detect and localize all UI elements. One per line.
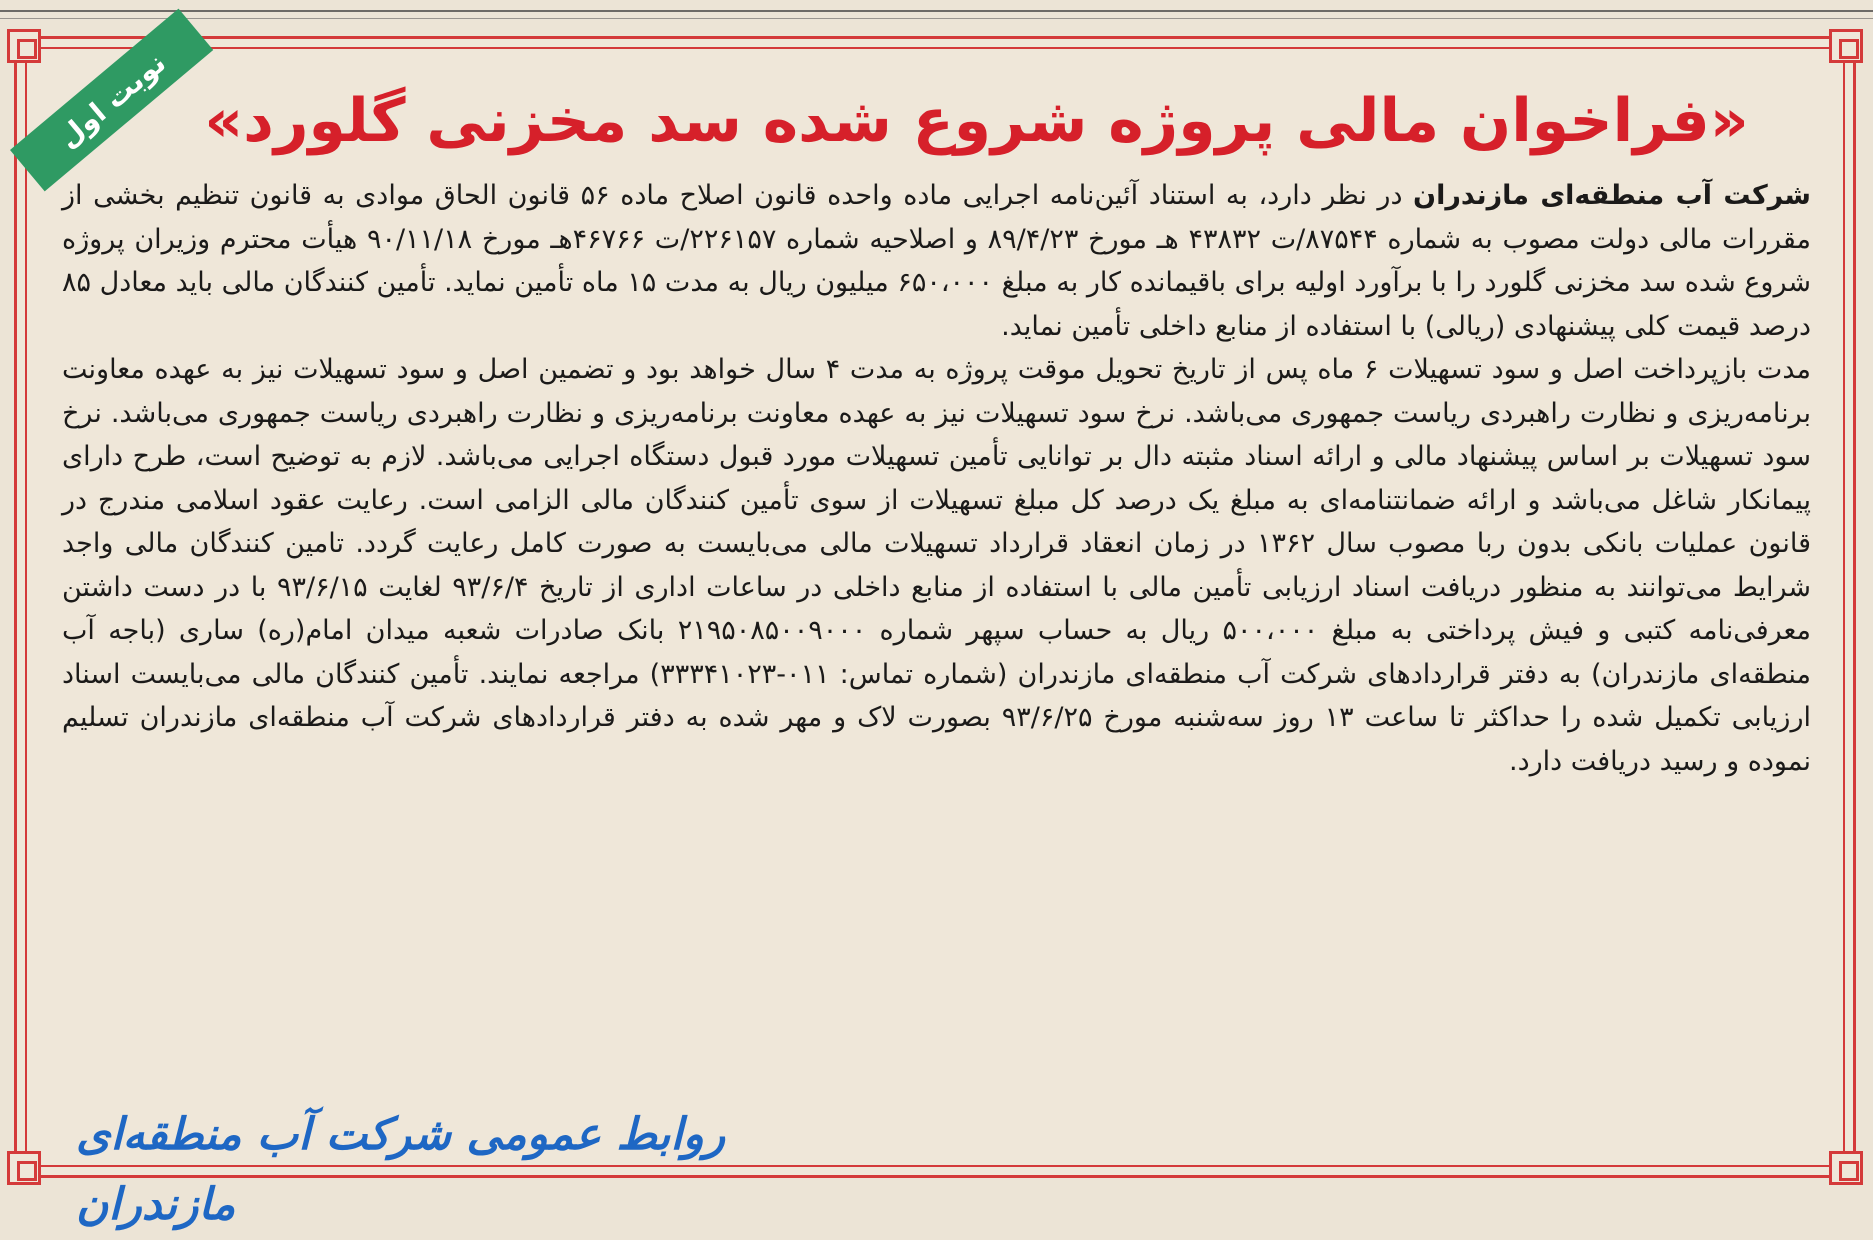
corner-ornament-top-right — [1829, 29, 1863, 63]
notice-body — [62, 174, 1811, 783]
paragraph-2-text: مدت بازپرداخت اصل و سود تسهیلات ۶ ماه پس از تاریخ تحویل موقت پروژه به مدت ۴ سال خواهد بود و تضمین اصل و سود تسهیلات نیز به عهده معاونت برنامه‌ریزی و نظارت راهبردی ریاست جمهوری می‌باشد. نرخ سود تسهیلات نیز به عهده معاونت برنامه‌ریزی و نظارت راهبردی ریاست جمهوری می‌باشد. نرخ سود تسهیلات بر اساس پیشنهاد مالی و ارائه اسناد مثبته دال بر توانایی تأمین تسهیلات مورد قبول دستگاه اجرایی می‌باشد. لازم به توضیح است، طرح دارای پیمانکار شاغل می‌باشد و ارائه ضمانتنامه‌ای به مبلغ یک درصد کل مبلغ تسهیلات از سوی تأمین کنندگان مالی الزامی است. رعایت عقود اسلامی مندرج در قانون عملیات بانکی بدون ربا مصوب سال ۱۳۶۲ در زمان انعقاد قرارداد تسهیلات مالی می‌بایست به صورت کامل رعایت گردد. تامین کنندگان مالی واجد شرایط می‌توانند به منظور دریافت اسناد ارزیابی تأمین مالی با استفاده از منابع داخلی در ساعات اداری از تاریخ ۹۳/۶/۴ لغایت ۹۳/۶/۱۵ با در دست داشتن معرفی‌نامه کتبی و فیش پرداختی به مبلغ ۵۰۰،۰۰۰ ریال به حساب سپهر شماره ۲۱۹۵۰۸۵۰۰۹۰۰۰ بانک صادرات شعبه میدان امام(ره) ساری (باجه آب منطقه‌ای مازندران) به دفتر قراردادهای شرکت آب منطقه‌ای مازندران (شماره تماس: ۰۱۱-۳۳۳۴۱۰۲۳) مراجعه نمایند. تأمین کنندگان مالی می‌بایست اسناد ارزیابی تکمیل شده را حداکثر تا ساعت ۱۳ روز سه‌شنبه مورخ ۹۳/۶/۲۵ بصورت لاک و مهر شده به دفتر قراردادهای شرکت آب منطقه‌ای مازندران تسلیم نموده و رسید دریافت دارد. — [62, 354, 1812, 777]
paragraph-1-text: در نظر دارد، به استناد آئین‌نامه اجرایی ماده واحده قانون اصلاح ماده ۵۶ قانون الحاق موادی به قانون تنظیم بخشی از مقررات مالی دولت مصوب به شماره ۸۷۵۴۴/ت ۴۳۸۳۲ هـ مورخ ۸۹/۴/۲۳ و اصلاحیه شماره ۲۲۶۱۵۷/ت ۴۶۷۶۶هـ مورخ ۹۰/۱۱/۱۸ هیأت محترم وزیران پروژه شروع شده سد مخزنی گلورد را با برآورد اولیه برای باقیمانده کار به مبلغ ۶۵۰،۰۰۰ میلیون ریال به مدت ۱۵ ماه تأمین نماید. تأمین کنندگان مالی باید معادل ۸۵ درصد قیمت کلی پیشنهادی (ریالی) با استفاده از منابع داخلی تأمین نماید. — [62, 180, 1811, 342]
round-badge: نوبت اول — [10, 9, 213, 192]
company-name: شرکت آب منطقه‌ای مازندران — [1413, 180, 1811, 211]
paragraph-1 — [62, 174, 1811, 348]
corner-ornament-top-left — [7, 29, 41, 63]
corner-ornament-bottom-left — [7, 1151, 41, 1185]
corner-ornament-bottom-right — [1829, 1151, 1863, 1185]
notice-title: «فراخوان مالی پروژه شروع شده سد مخزنی گلورد» — [204, 86, 1749, 156]
top-rule-thin — [0, 18, 1873, 19]
paragraph-2 — [62, 348, 1811, 783]
signature: روابط عمومی شرکت آب منطقه‌ای مازندران — [76, 1109, 726, 1230]
top-rule — [0, 10, 1873, 12]
